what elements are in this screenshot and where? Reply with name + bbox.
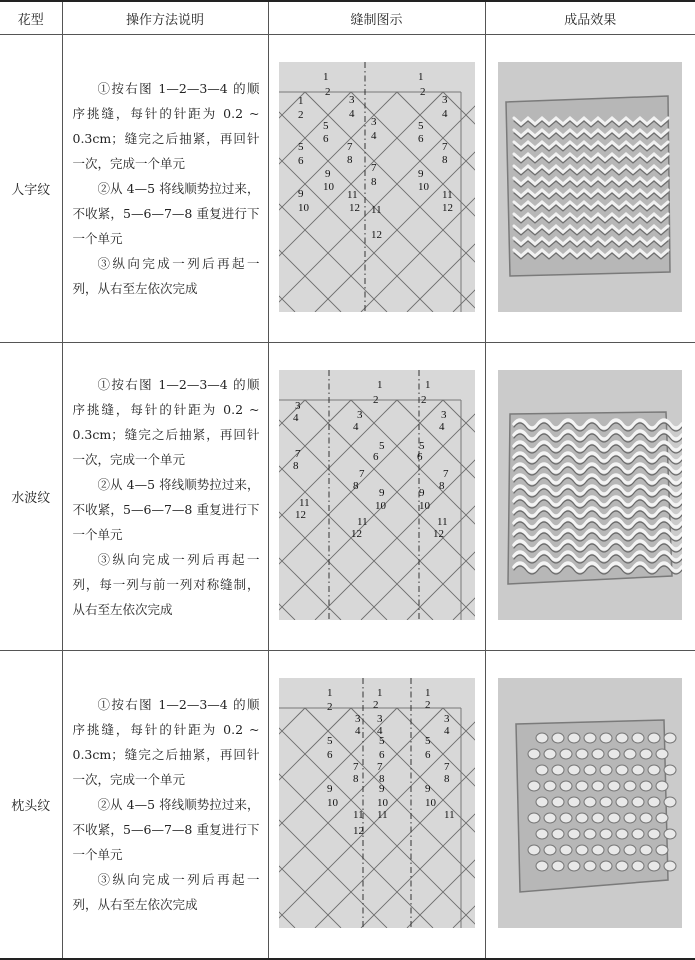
table-row xyxy=(0,343,695,651)
stitch-number: 9 xyxy=(378,782,384,795)
stitch-number: 3 xyxy=(370,115,376,128)
sewing-diagram xyxy=(279,678,475,928)
stitch-number: 4 xyxy=(370,129,376,142)
stitch-number: 11 xyxy=(298,496,310,509)
stitch-number: 7 xyxy=(370,161,376,174)
stitch-number: 5 xyxy=(378,734,384,747)
sewing-diagram-cell xyxy=(268,651,485,960)
header-row xyxy=(0,1,695,35)
stitch-number: 9 xyxy=(297,187,303,200)
stitch-number: 1 xyxy=(322,70,328,83)
method-step: ①按右图 1—2—3—4 的顺序挑缝，每针的针距为 0.2 ~ 0.3cm；缝完之后抽紧，再回针一次，完成一个单元 xyxy=(72,81,260,171)
stitch-number: 12 xyxy=(441,201,453,214)
stitch-number: 5 xyxy=(378,439,384,452)
stitch-number: 6 xyxy=(297,154,303,167)
stitch-number: 7 xyxy=(346,140,352,153)
sewing-diagram-cell xyxy=(268,35,485,343)
stitch-number: 11 xyxy=(436,515,448,528)
result-photo xyxy=(498,370,682,620)
stitch-number: 8 xyxy=(370,175,376,188)
method-description xyxy=(62,35,268,343)
stitch-number: 12 xyxy=(370,228,382,241)
stitch-number: 5 xyxy=(418,439,424,452)
stitch-number: 2 xyxy=(297,108,303,121)
stitch-number: 3 xyxy=(356,408,362,421)
stitch-number: 9 xyxy=(326,782,332,795)
stitch-number: 7 xyxy=(358,467,364,480)
stitch-number: 10 xyxy=(297,201,309,214)
stitch-number: 11 xyxy=(370,203,382,216)
method-step: ②从 4—5 将线顺势拉过来，不收紧，5—6—7—8 重复进行下一个单元 xyxy=(72,181,260,246)
stitch-number: 9 xyxy=(424,782,430,795)
method-step: ③纵向完成一列后再起一列，每一列与前一列对称缝制，从右至左依次完成 xyxy=(72,551,260,617)
stitch-number: 11 xyxy=(441,188,453,201)
stitch-number: 9 xyxy=(417,167,423,180)
sewing-diagram xyxy=(279,62,475,312)
stitch-number: 4 xyxy=(438,420,444,433)
stitch-number: 7 xyxy=(352,760,358,773)
pattern-name: 枕头纹 xyxy=(0,651,62,960)
stitch-number: 5 xyxy=(326,734,332,747)
stitch-number: 2 xyxy=(326,700,332,713)
stitch-number: 4 xyxy=(348,107,354,120)
stitch-number: 8 xyxy=(352,772,358,785)
sewing-diagram-cell xyxy=(268,343,485,651)
stitch-number: 11 xyxy=(352,808,364,821)
stitch-number: 2 xyxy=(324,85,330,98)
method-description xyxy=(62,343,268,651)
stitch-number: 10 xyxy=(418,499,430,512)
stitch-number: 12 xyxy=(352,824,364,837)
stitch-number: 3 xyxy=(376,712,382,725)
stitch-number: 7 xyxy=(443,760,449,773)
method-step: ②从 4—5 将线顺势拉过来，不收紧，5—6—7—8 重复进行下一个单元 xyxy=(72,476,260,542)
stitch-number: 12 xyxy=(350,527,362,540)
stitch-number: 4 xyxy=(441,107,447,120)
method-description xyxy=(62,651,268,960)
stitch-number: 5 xyxy=(417,119,423,132)
method-step: ②从 4—5 将线顺势拉过来，不收紧，5—6—7—8 重复进行下一个单元 xyxy=(72,797,260,862)
stitch-number: 1 xyxy=(417,70,423,83)
method-step: ①按右图 1—2—3—4 的顺序挑缝，每针的针距为 0.2 ~ 0.3cm；缝完之后抽紧，再回针一次，完成一个单元 xyxy=(72,697,260,787)
header-result: 成品效果 xyxy=(485,1,695,35)
stitch-number: 10 xyxy=(322,180,334,193)
stitch-number: 4 xyxy=(443,724,449,737)
stitch-number: 9 xyxy=(324,167,330,180)
header-diagram: 缝制图示 xyxy=(268,1,485,35)
stitch-number: 8 xyxy=(441,153,447,166)
sewing-diagram xyxy=(279,370,475,620)
stitch-number: 2 xyxy=(419,85,425,98)
stitch-number: 2 xyxy=(424,698,430,711)
table-row xyxy=(0,651,695,960)
stitch-number: 4 xyxy=(376,724,382,737)
result-photo xyxy=(498,62,682,312)
stitch-number: 3 xyxy=(348,93,354,106)
stitch-number: 10 xyxy=(417,180,429,193)
stitch-number: 2 xyxy=(372,393,378,406)
stitch-number: 12 xyxy=(348,201,360,214)
stitch-number: 7 xyxy=(442,467,448,480)
stitch-number: 1 xyxy=(424,686,430,699)
result-photo-cell xyxy=(485,343,695,651)
stitch-number: 3 xyxy=(443,712,449,725)
stitch-number: 8 xyxy=(443,772,449,785)
stitch-number: 2 xyxy=(420,393,426,406)
stitch-number: 7 xyxy=(376,760,382,773)
table-row xyxy=(0,35,695,343)
result-photo-cell xyxy=(485,651,695,960)
stitch-number: 6 xyxy=(424,748,430,761)
stitch-number: 4 xyxy=(354,724,360,737)
stitch-number: 11 xyxy=(346,188,358,201)
stitch-number: 1 xyxy=(326,686,332,699)
stitch-number: 9 xyxy=(418,486,424,499)
stitch-number: 8 xyxy=(352,479,358,492)
stitch-number: 8 xyxy=(378,772,384,785)
stitch-number: 3 xyxy=(294,399,300,412)
stitch-number: 1 xyxy=(297,94,303,107)
stitch-number: 7 xyxy=(294,447,300,460)
stitch-number: 6 xyxy=(378,748,384,761)
stitch-number: 10 xyxy=(424,796,436,809)
header-pattern: 花型 xyxy=(0,1,62,35)
stitch-number: 1 xyxy=(376,686,382,699)
stitch-number: 1 xyxy=(424,378,430,391)
stitch-number: 11 xyxy=(443,808,455,821)
method-step: ③纵向完成一列后再起一列，从右至左依次完成 xyxy=(72,256,260,296)
stitch-number: 10 xyxy=(374,499,386,512)
stitch-number: 11 xyxy=(376,808,388,821)
stitch-number: 6 xyxy=(326,748,332,761)
stitch-number: 2 xyxy=(372,698,378,711)
stitch-number: 10 xyxy=(326,796,338,809)
stitch-number: 4 xyxy=(292,411,298,424)
stitch-number: 12 xyxy=(294,508,306,521)
result-photo-cell xyxy=(485,35,695,343)
method-step: ①按右图 1—2—3—4 的顺序挑缝，每针的针距为 0.2 ~ 0.3cm；缝完之后抽紧，再回针一次，完成一个单元 xyxy=(72,376,260,467)
stitch-number: 5 xyxy=(297,140,303,153)
stitch-number: 8 xyxy=(292,459,298,472)
stitch-number: 7 xyxy=(441,140,447,153)
stitch-number: 8 xyxy=(438,479,444,492)
stitch-number: 6 xyxy=(322,132,328,145)
method-step: ③纵向完成一列后再起一列，从右至左依次完成 xyxy=(72,872,260,912)
stitch-number: 4 xyxy=(352,420,358,433)
stitch-number: 8 xyxy=(346,153,352,166)
result-photo xyxy=(498,678,682,928)
stitch-number: 3 xyxy=(440,408,446,421)
stitch-number: 9 xyxy=(378,486,384,499)
stitch-number: 6 xyxy=(372,450,378,463)
stitch-number: 11 xyxy=(356,515,368,528)
stitch-number: 10 xyxy=(376,796,388,809)
stitch-number: 5 xyxy=(424,734,430,747)
stitch-number: 3 xyxy=(354,712,360,725)
pattern-name: 人字纹 xyxy=(0,35,62,343)
stitch-number: 12 xyxy=(432,527,444,540)
pattern-name: 水波纹 xyxy=(0,343,62,651)
header-method: 操作方法说明 xyxy=(62,1,268,35)
stitch-number: 6 xyxy=(417,132,423,145)
stitch-number: 1 xyxy=(376,378,382,391)
stitch-number: 5 xyxy=(322,119,328,132)
stitch-number: 3 xyxy=(441,93,447,106)
stitch-number: 6 xyxy=(416,450,422,463)
